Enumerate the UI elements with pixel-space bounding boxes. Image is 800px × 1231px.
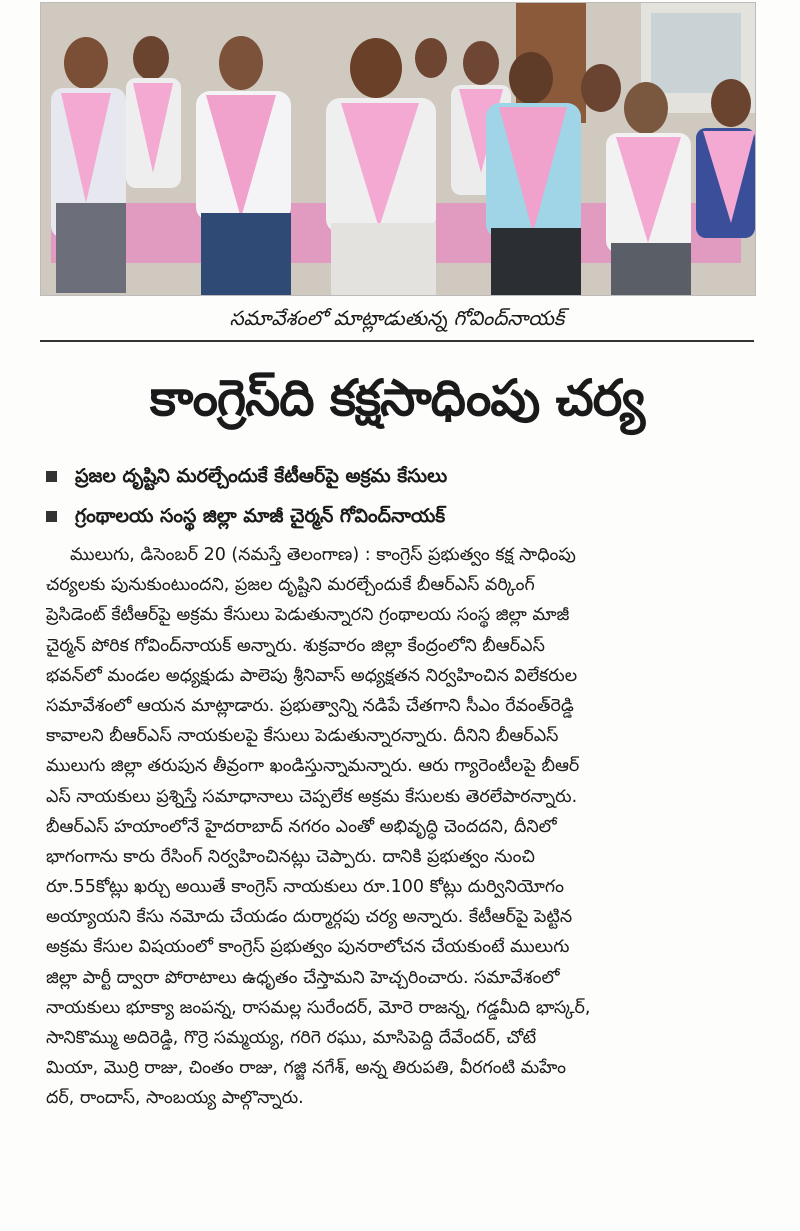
- article-body: [46, 540, 758, 1114]
- body-line: భవన్‌లో మండల అధ్యక్షుడు పాలెపు శ్రీనివాస్ అధ్యక్షతన నిర్వహించిన విలేకరుల: [46, 665, 578, 686]
- square-bullet-icon: [46, 471, 57, 482]
- bullet-item: [46, 496, 754, 536]
- body-line: ములుగు జిల్లా తరుపున తీవ్రంగా ఖండిస్తున్నామన్నారు. ఆరు గ్యారెంటీలపై బీఆర్: [46, 756, 580, 777]
- square-bullet-icon: [46, 511, 57, 522]
- meeting-photo-illustration: [41, 3, 755, 295]
- body-line: ములుగు, డిసెంబర్ 20 (నమస్తే తెలంగాణ) : కాంగ్రెస్ ప్రభుత్వం కక్ష సాధింపు: [70, 545, 576, 565]
- body-line: కావాలని బీఆర్ఎస్ నాయకులపై కేసులు పెడుతున్నారన్నారు. దీనిని బీఆర్ఎస్: [46, 726, 559, 747]
- body-line: బీఆర్ఎస్ హయాంలోనే హైదరాబాద్ నగరం ఎంతో అభివృద్ధి చెందదని, దీనిలో: [46, 816, 557, 837]
- body-line: అక్రమ కేసుల విషయంలో కాంగ్రెస్ ప్రభుత్వం పునరాలోచన చేయకుంటే ములుగు: [46, 937, 570, 958]
- bullet-text: గ్రంథాలయ సంస్థ జిల్లా మాజీ చైర్మన్ గోవింద్‌నాయక్: [75, 505, 446, 527]
- body-line: రూ.55కోట్లు ఖర్చు అయితే కాంగ్రెస్ నాయకులు రూ.100 కోట్లు దుర్వినియోగం: [46, 877, 564, 898]
- body-line: చర్యలకు పునుకుంటుందని, ప్రజల దృష్టిని మరల్చేందుకే బీఆర్ఎస్ వర్కింగ్: [46, 575, 535, 596]
- body-line: నాయకులు భూక్యా జంపన్న, రాసమల్ల సురేందర్, మోరె రాజన్న, గడ్డమీది భాస్కర్,: [46, 997, 591, 1018]
- body-line: చైర్మన్ పోరిక గోవింద్‌నాయక్ అన్నారు. శుక్రవారం జిల్లా కేంద్రంలోని బీఆర్ఎస్: [46, 635, 545, 656]
- body-line: జిల్లా పార్టీ ద్వారా పోరాటాలు ఉధృతం చేస్తామని హెచ్చరించారు. సమావేశంలో: [46, 967, 560, 988]
- body-line: భాగంగాను కారు రేసింగ్ నిర్వహించినట్లు చెప్పారు. దానికి ప్రభుత్వం నుంచి: [46, 846, 535, 867]
- photo-caption: సమావేశంలో మాట్లాడుతున్న గోవింద్‌నాయక్: [40, 296, 754, 342]
- news-photo: [40, 2, 756, 296]
- body-line: దర్, రాందాస్, సాంబయ్య పాల్గొన్నారు.: [46, 1088, 304, 1109]
- body-line: మియా, మొర్రి రాజు, చింతం రాజు, గజ్జి నగేశ్, అన్న తిరుపతి, వీరగంటి మహేం: [46, 1058, 566, 1079]
- body-line: సమావేశంలో ఆయన మాట్లాడారు. ప్రభుత్వాన్ని నడిపే చేతగాని సీఎం రేవంత్‌రెడ్డి: [46, 695, 574, 716]
- subheading-bullets: [46, 456, 754, 536]
- body-line: ఎస్ నాయకులు ప్రశ్నిస్తే సమాధానాలు చెప్పలేక అక్రమ కేసులకు తెరలేపారన్నారు.: [46, 786, 578, 807]
- bullet-item: [46, 456, 754, 496]
- headline: కాంగ్రెస్‌ది కక్షసాధింపు చర్య: [149, 369, 645, 427]
- body-line: సానికొమ్ము అదిరెడ్డి, గొర్రె సమ్మయ్య, గరిగె రఘు, మాసిపెద్ది దేవేందర్, చోటే: [46, 1028, 537, 1048]
- body-line: అయ్యాయని కేసు నమోదు చేయడం దుర్మార్గపు చర్య అన్నారు. కేటీఆర్‌పై పెట్టిన: [46, 907, 573, 928]
- body-line: ప్రెసిడెంట్ కేటీఆర్‌పై అక్రమ కేసులు పెడుతున్నారని గ్రంథాలయ సంస్థ జిల్లా మాజీ: [46, 605, 570, 626]
- bullet-text: ప్రజల దృష్టిని మరల్చేందుకే కేటీఆర్‌పై అక్రమ కేసులు: [75, 465, 448, 487]
